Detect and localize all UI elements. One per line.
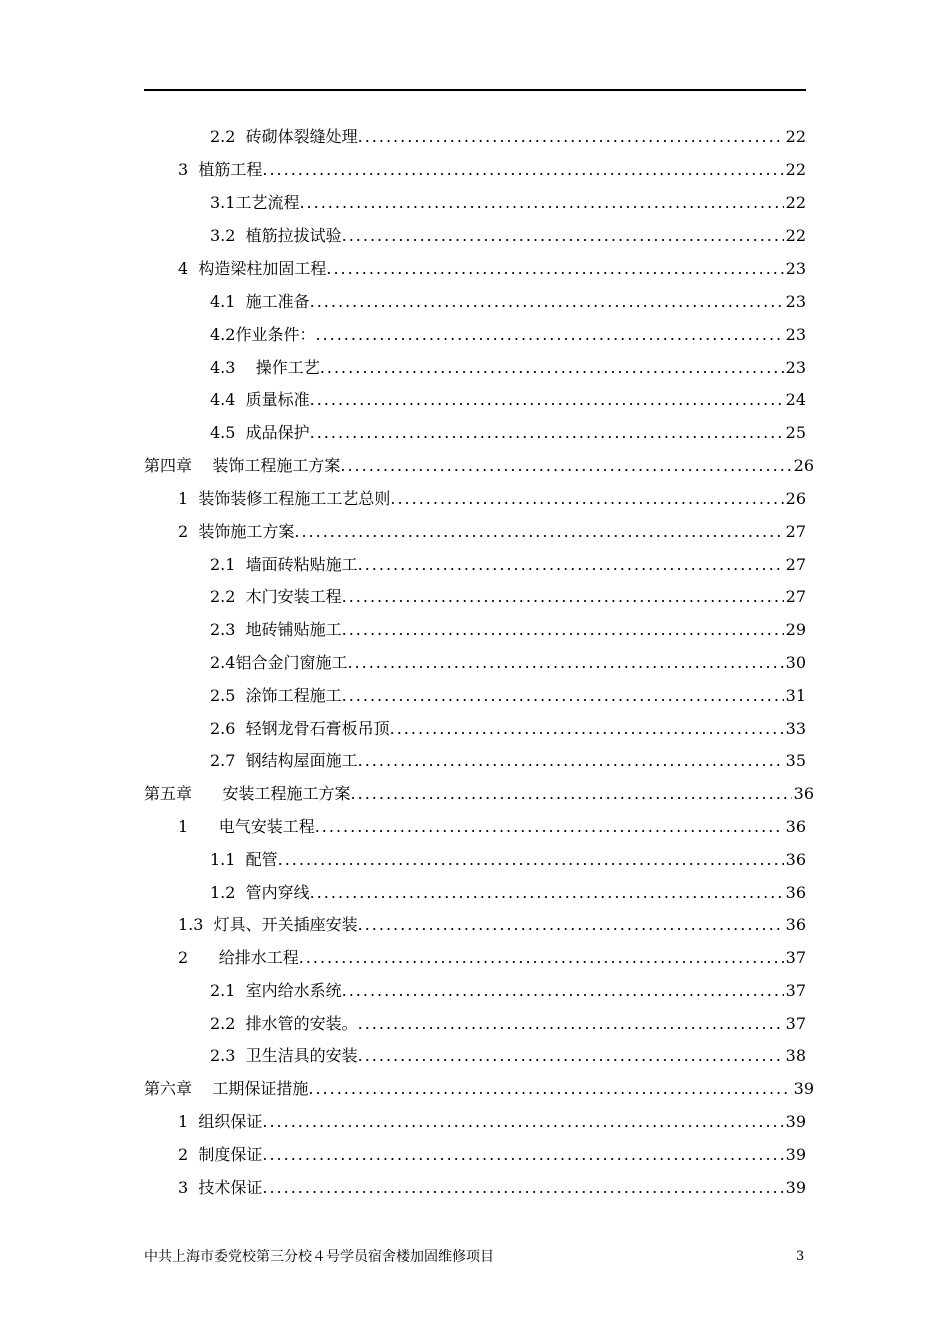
toc-entry-page: 38 <box>785 1046 806 1065</box>
toc-dot-leader <box>390 486 783 512</box>
toc-entry-title: 4 构造梁柱加固工程 <box>178 259 327 278</box>
toc-entry-title: 2.5 涂饰工程施工 <box>210 686 342 705</box>
toc-entry-page: 36 <box>785 915 806 934</box>
toc-entry-page: 23 <box>785 325 806 344</box>
toc-entry-title: 2.4铝合金门窗施工 <box>210 653 348 672</box>
toc-entry-page: 31 <box>785 686 806 705</box>
toc-entry[interactable] <box>178 486 806 512</box>
toc-entry[interactable] <box>178 157 806 183</box>
toc-entry-title: 3 植筋工程 <box>178 160 263 179</box>
toc-entry-title: 2.3 卫生洁具的安装 <box>210 1046 358 1065</box>
toc-entry[interactable] <box>178 912 806 938</box>
toc-dot-leader <box>326 256 783 282</box>
toc-entry-title: 1 电气安装工程 <box>178 817 315 836</box>
toc-entry[interactable] <box>210 289 806 315</box>
toc-entry-title: 3 技术保证 <box>178 1178 263 1197</box>
toc-entry-page: 23 <box>785 358 806 377</box>
toc-dot-leader <box>347 650 783 676</box>
toc-entry[interactable] <box>210 978 806 1004</box>
toc-entry-page: 39 <box>785 1178 806 1197</box>
toc-dot-leader <box>340 453 791 479</box>
toc-entry[interactable] <box>178 519 806 545</box>
toc-entry-page: 23 <box>785 292 806 311</box>
toc-entry-title: 4.2作业条件： <box>210 325 316 344</box>
footer-page-number: 3 <box>796 1249 805 1264</box>
toc-entry-page: 39 <box>793 1079 814 1098</box>
toc-entry-page: 27 <box>785 522 806 541</box>
toc-dot-leader <box>262 1109 783 1135</box>
toc-entry-title: 2 制度保证 <box>178 1145 263 1164</box>
toc-entry[interactable] <box>210 223 806 249</box>
toc-entry[interactable] <box>210 584 806 610</box>
toc-entry-page: 24 <box>785 390 806 409</box>
toc-entry-page: 23 <box>785 259 806 278</box>
toc-dot-leader <box>342 978 784 1004</box>
toc-dot-leader <box>299 190 783 216</box>
toc-dot-leader <box>358 748 784 774</box>
toc-dot-leader <box>310 387 784 413</box>
toc-chapter-entry[interactable] <box>144 1076 814 1102</box>
toc-entry-page: 39 <box>785 1112 806 1131</box>
toc-entry-title: 2.1 室内给水系统 <box>210 981 342 1000</box>
toc-entry-page: 35 <box>785 751 806 770</box>
toc-entry-page: 26 <box>785 489 806 508</box>
toc-entry[interactable] <box>210 847 806 873</box>
toc-entry-page: 39 <box>785 1145 806 1164</box>
toc-entry-title: 4.3 操作工艺 <box>210 358 320 377</box>
toc-entry-title: 2.2 木门安装工程 <box>210 587 342 606</box>
toc-dot-leader <box>358 552 784 578</box>
toc-dot-leader <box>315 322 783 348</box>
toc-dot-leader <box>358 912 784 938</box>
toc-dot-leader <box>310 289 784 315</box>
toc-dot-leader <box>294 519 783 545</box>
toc-entry[interactable] <box>210 617 806 643</box>
toc-entry[interactable] <box>210 880 806 906</box>
toc-entry-page: 37 <box>785 948 806 967</box>
toc-entry-page: 36 <box>785 883 806 902</box>
toc-entry-page: 36 <box>785 817 806 836</box>
toc-dot-leader <box>358 1011 784 1037</box>
toc-dot-leader <box>308 1076 791 1102</box>
toc-entry-title: 1.3 灯具、开关插座安装 <box>178 915 358 934</box>
toc-entry-title: 4.1 施工准备 <box>210 292 310 311</box>
toc-entry[interactable] <box>178 814 806 840</box>
toc-entry[interactable] <box>210 552 806 578</box>
toc-chapter-entry[interactable] <box>144 781 814 807</box>
toc-entry[interactable] <box>178 1109 806 1135</box>
toc-entry-title: 第六章 工期保证措施 <box>144 1079 309 1098</box>
toc-entry[interactable] <box>210 1043 806 1069</box>
toc-entry[interactable] <box>210 748 806 774</box>
toc-entry[interactable] <box>210 322 806 348</box>
toc-entry-title: 4.4 质量标准 <box>210 390 310 409</box>
toc-dot-leader <box>320 355 784 381</box>
toc-entry[interactable] <box>210 387 806 413</box>
toc-entry-page: 36 <box>785 850 806 869</box>
toc-dot-leader <box>299 945 784 971</box>
toc-dot-leader <box>358 1043 784 1069</box>
toc-entry-page: 30 <box>785 653 806 672</box>
toc-dot-leader <box>342 584 784 610</box>
toc-dot-leader <box>351 781 792 807</box>
toc-entry-title: 第五章 安装工程施工方案 <box>144 784 351 803</box>
toc-entry-page: 27 <box>785 587 806 606</box>
toc-entry[interactable] <box>210 650 806 676</box>
toc-entry-title: 1 装饰装修工程施工工艺总则 <box>178 489 391 508</box>
toc-chapter-entry[interactable] <box>144 453 814 479</box>
toc-dot-leader <box>342 683 784 709</box>
toc-entry[interactable] <box>210 716 806 742</box>
toc-entry-page: 22 <box>785 160 806 179</box>
toc-dot-leader <box>262 1175 783 1201</box>
toc-dot-leader <box>315 814 784 840</box>
toc-entry-title: 2.2 砖砌体裂缝处理 <box>210 127 358 146</box>
toc-dot-leader <box>262 157 783 183</box>
toc-entry-title: 1.2 管内穿线 <box>210 883 310 902</box>
toc-dot-leader <box>390 716 784 742</box>
toc-entry[interactable] <box>210 683 806 709</box>
toc-entry-page: 27 <box>785 555 806 574</box>
toc-entry[interactable] <box>210 355 806 381</box>
toc-entry-title: 1 组织保证 <box>178 1112 263 1131</box>
toc-entry-page: 37 <box>785 981 806 1000</box>
toc-entry-page: 26 <box>793 456 814 475</box>
toc-entry-title: 2.6 轻钢龙骨石膏板吊顶 <box>210 719 390 738</box>
toc-entry-title: 4.5 成品保护 <box>210 423 310 442</box>
toc-entry-page: 22 <box>785 226 806 245</box>
toc-dot-leader <box>310 420 784 446</box>
toc-entry[interactable] <box>210 124 806 150</box>
toc-dot-leader <box>342 223 784 249</box>
toc-entry[interactable] <box>210 1011 806 1037</box>
toc-entry-title: 3.2 植筋拉拔试验 <box>210 226 342 245</box>
toc-dot-leader <box>358 124 784 150</box>
toc-entry-page: 22 <box>785 127 806 146</box>
toc-entry-page: 33 <box>785 719 806 738</box>
toc-entry-title: 2 装饰施工方案 <box>178 522 295 541</box>
toc-entry-page: 29 <box>785 620 806 639</box>
toc-entry[interactable] <box>178 256 806 282</box>
toc-entry-page: 37 <box>785 1014 806 1033</box>
toc-entry-title: 2.7 钢结构屋面施工 <box>210 751 358 770</box>
toc-entry-page: 22 <box>785 193 806 212</box>
toc-entry-title: 2.3 地砖铺贴施工 <box>210 620 342 639</box>
toc-entry[interactable] <box>178 945 806 971</box>
toc-entry[interactable] <box>210 190 806 216</box>
toc-entry[interactable] <box>210 420 806 446</box>
toc-entry[interactable] <box>178 1142 806 1168</box>
toc-entry-title: 第四章 装饰工程施工方案 <box>144 456 341 475</box>
toc-dot-leader <box>310 880 784 906</box>
toc-entry-title: 3.1工艺流程 <box>210 193 300 212</box>
toc-dot-leader <box>278 847 784 873</box>
toc-entry-title: 2.1 墙面砖粘贴施工 <box>210 555 358 574</box>
toc-entry[interactable] <box>178 1175 806 1201</box>
toc-entry-title: 1.1 配管 <box>210 850 278 869</box>
toc-dot-leader <box>262 1142 783 1168</box>
footer-project-name: 中共上海市委党校第三分校４号学员宿舍楼加固维修项目 <box>144 1249 494 1265</box>
toc-entry-title: 2.2 排水管的安装。 <box>210 1014 358 1033</box>
toc-entry-page: 36 <box>793 784 814 803</box>
toc-entry-title: 2 给排水工程 <box>178 948 299 967</box>
toc-dot-leader <box>342 617 784 643</box>
toc-entry-page: 25 <box>785 423 806 442</box>
